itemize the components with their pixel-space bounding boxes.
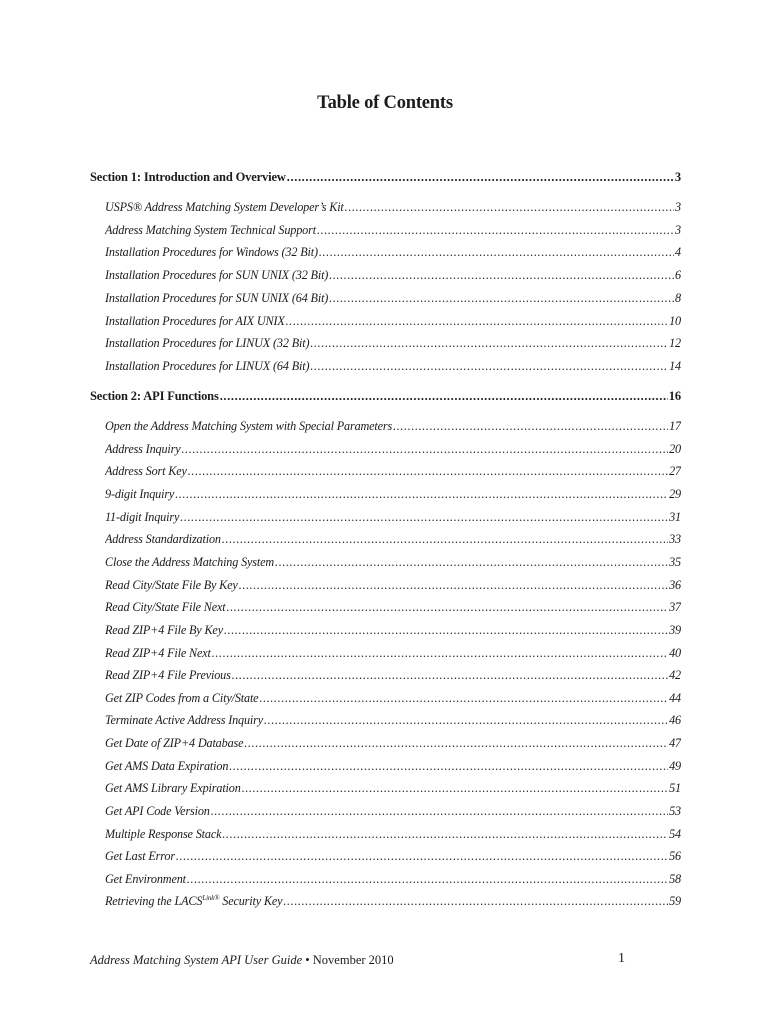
toc-entry-label: Installation Procedures for LINUX (32 Bit): [105, 336, 310, 351]
toc-entry[interactable]: [105, 736, 681, 751]
toc-entry-label: Get Environment: [105, 872, 186, 886]
toc-entry-label: Terminate Active Address Inquiry: [105, 713, 264, 728]
toc-entry-label: Close the Address Matching System: [105, 554, 275, 569]
toc-page-number: 49: [669, 758, 681, 773]
toc-page-number: 20: [669, 441, 681, 456]
toc-entry-label: Address Matching System Technical Support: [105, 222, 316, 237]
page-title: Table of Contents: [317, 93, 453, 113]
dot-leader: [275, 555, 668, 570]
toc-entry[interactable]: [105, 691, 681, 706]
toc-entry-label: Installation Procedures for LINUX (64 Bit): [105, 358, 310, 373]
toc-entry-label: Installation Procedures for SUN UNIX (32 Bit): [105, 268, 329, 283]
toc-entry-label: Address Standardization: [105, 532, 221, 547]
toc-page-number: 37: [669, 600, 681, 615]
toc-entry-label: Multiple Response Stack: [105, 826, 222, 841]
toc-entry-label: Installation Procedures for SUN UNIX (64 Bit): [105, 290, 329, 305]
toc-section-2[interactable]: [90, 389, 681, 404]
dot-leader: [182, 442, 669, 457]
dot-leader: [329, 268, 674, 283]
toc-page-number: 58: [669, 872, 681, 886]
toc-page-number: 39: [669, 622, 681, 637]
toc-entry[interactable]: [105, 759, 681, 774]
dot-leader: [224, 623, 668, 638]
dot-leader: [259, 691, 668, 706]
dot-leader: [319, 245, 674, 260]
dot-leader: [345, 200, 674, 215]
toc-page-number: 8: [675, 290, 681, 305]
toc-page-number: 14: [669, 358, 681, 373]
toc-page-number: 53: [669, 804, 681, 819]
toc-entry[interactable]: [105, 781, 681, 796]
toc-entry[interactable]: [105, 200, 681, 215]
dot-leader: [244, 736, 668, 751]
toc-entry[interactable]: [105, 713, 681, 728]
toc-entry-label: [105, 894, 282, 909]
toc-entry-label: Installation Procedures for AIX UNIX: [105, 313, 285, 328]
toc-entry-label: Address Sort Key: [105, 464, 187, 479]
toc-entry[interactable]: [105, 849, 681, 864]
toc-page-number: 3: [675, 200, 681, 214]
lacs-prefix: Retrieving the LACS: [105, 894, 203, 908]
toc-entry-label: 11-digit Inquiry: [105, 509, 180, 524]
toc-entry[interactable]: [105, 487, 681, 502]
toc-entry[interactable]: [105, 359, 681, 374]
toc-entry[interactable]: [105, 291, 681, 306]
toc-page-number: 36: [669, 577, 681, 592]
dot-leader: [329, 291, 674, 306]
link-superscript: Link®: [202, 894, 220, 902]
page-footer: [90, 953, 650, 968]
toc-entry[interactable]: [105, 464, 681, 479]
toc-entry[interactable]: [105, 532, 681, 547]
dot-leader: [239, 578, 668, 593]
dot-leader: [176, 849, 668, 864]
dot-leader: [264, 713, 668, 728]
dot-leader: [310, 359, 668, 374]
dot-leader: [317, 223, 674, 238]
toc-entry-label: Get Date of ZIP+4 Database: [105, 736, 244, 751]
toc-page-number: 35: [669, 554, 681, 569]
dot-leader: [287, 170, 674, 185]
dot-leader: [310, 336, 668, 351]
footer-separator: •: [302, 953, 313, 967]
footer-date: November 2010: [312, 953, 394, 967]
toc-page-number: 40: [669, 645, 681, 660]
toc-page-number: 33: [669, 532, 681, 547]
toc-entry-label: Address Inquiry: [105, 441, 181, 456]
toc-page-number: 29: [669, 486, 681, 501]
toc-entry-label: Open the Address Matching System with Special Parameters: [105, 419, 393, 433]
toc-entry-lacs-security-key[interactable]: [105, 894, 681, 909]
dot-leader: [175, 487, 668, 502]
toc-entry[interactable]: [105, 804, 681, 819]
dot-leader: [220, 389, 668, 404]
toc-section-1[interactable]: [90, 170, 681, 185]
toc-entry-label: Get AMS Library Expiration: [105, 781, 241, 796]
dot-leader: [211, 804, 668, 819]
toc-page-number: 51: [669, 781, 681, 796]
toc-entry[interactable]: [105, 268, 681, 283]
dot-leader: [242, 781, 668, 796]
toc-entry-label: Read ZIP+4 File Next: [105, 645, 211, 660]
toc-entry[interactable]: [105, 314, 681, 329]
toc-section-label: Section 1: Introduction and Overview: [90, 170, 286, 184]
toc-entry-label: Read City/State File By Key: [105, 577, 238, 592]
toc-page-number: 46: [669, 713, 681, 728]
toc-page-number: 12: [669, 336, 681, 351]
toc-entry-label: Get AMS Data Expiration: [105, 758, 229, 773]
toc-entry[interactable]: [105, 872, 681, 887]
toc-page-number: 31: [669, 509, 681, 524]
toc-entry-label: Installation Procedures for Windows (32 Bit): [105, 245, 318, 260]
toc-entry[interactable]: [105, 827, 681, 842]
toc-page-number: 17: [669, 419, 681, 433]
dot-leader: [187, 872, 668, 887]
toc-page-number: 47: [669, 736, 681, 751]
toc-page-number: 10: [669, 313, 681, 328]
dot-leader: [232, 668, 668, 683]
dot-leader: [229, 759, 668, 774]
toc-entry[interactable]: [105, 510, 681, 525]
toc-entry[interactable]: [105, 623, 681, 638]
toc-page-number: 44: [669, 690, 681, 705]
dot-leader: [226, 600, 668, 615]
toc-page-number: 54: [669, 826, 681, 841]
toc-entry[interactable]: [105, 600, 681, 615]
toc-page-number: 4: [675, 245, 681, 260]
toc-entry-label: Get API Code Version: [105, 804, 210, 819]
toc-page-number: 27: [669, 464, 681, 479]
toc-page-number: 6: [675, 268, 681, 283]
toc-section-label: Section 2: API Functions: [90, 389, 219, 403]
toc-page-number: 3: [675, 222, 681, 237]
toc-entry-label: Get ZIP Codes from a City/State: [105, 690, 259, 705]
footer-doc-title: Address Matching System API User Guide: [90, 953, 303, 967]
toc-page-number: 16: [668, 389, 681, 403]
dot-leader: [188, 464, 668, 479]
dot-leader: [180, 510, 668, 525]
toc-entry[interactable]: [105, 336, 681, 351]
toc-entry[interactable]: [105, 646, 681, 661]
toc-entry[interactable]: [105, 419, 681, 434]
toc-entry[interactable]: [105, 578, 681, 593]
dot-leader: [393, 419, 668, 434]
toc-page-number: 56: [669, 849, 681, 864]
toc-entry[interactable]: [105, 245, 681, 260]
dot-leader: [222, 827, 668, 842]
toc-page-number: 59: [669, 894, 681, 908]
toc-entry-label: Read ZIP+4 File Previous: [105, 668, 231, 683]
page-number: 1: [618, 951, 625, 966]
toc-entry[interactable]: [105, 223, 681, 238]
dot-leader: [212, 646, 668, 661]
toc-page-number: 42: [669, 668, 681, 683]
dot-leader: [283, 894, 668, 909]
toc-entry-label: Get Last Error: [105, 849, 175, 864]
toc-page-number: 3: [674, 170, 681, 184]
dot-leader: [286, 314, 668, 329]
toc-entry-label: USPS® Address Matching System Developer’s Kit: [105, 200, 344, 214]
toc-entry[interactable]: [105, 555, 681, 570]
dot-leader: [222, 532, 668, 547]
toc-entry-label: Read City/State File Next: [105, 600, 226, 615]
toc-entry[interactable]: [105, 668, 681, 683]
lacs-suffix: Security Key: [219, 894, 283, 908]
toc-entry-label: Read ZIP+4 File By Key: [105, 622, 223, 637]
toc-entry-label: 9-digit Inquiry: [105, 486, 175, 501]
toc-entry[interactable]: [105, 442, 681, 457]
